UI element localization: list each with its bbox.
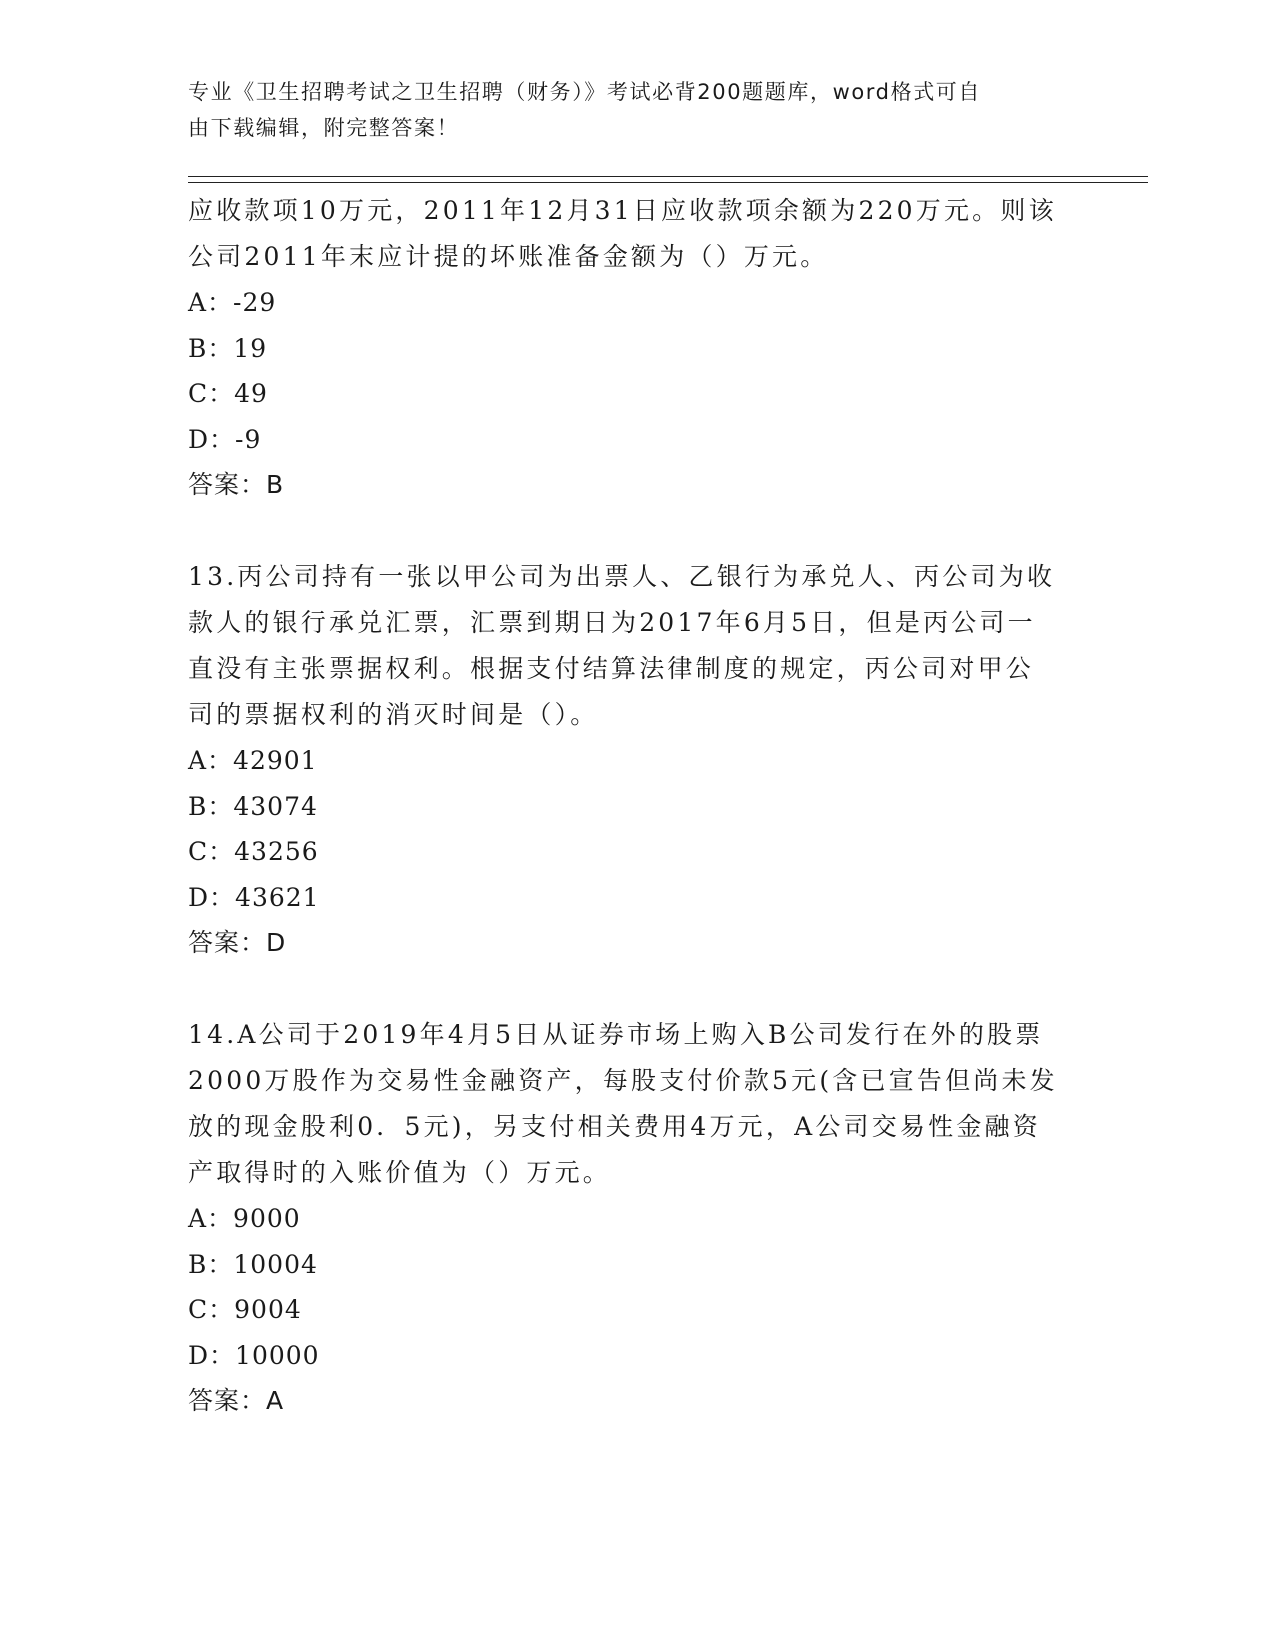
question-text-line: 13.丙公司持有一张以甲公司为出票人、乙银行为承兑人、丙公司为收 xyxy=(188,562,1056,591)
question-text-line: 产取得时的入账价值为（）万元。 xyxy=(188,1158,612,1187)
question-text-line: 公司2011年末应计提的坏账准备金额为（）万元。 xyxy=(188,242,829,271)
option-c: C：9004 xyxy=(188,1295,302,1324)
header-divider-bottom xyxy=(188,182,1148,183)
header-line-1: 专业《卫生招聘考试之卫生招聘（财务）》考试必背200题题库，word格式可自 xyxy=(188,80,981,104)
document-header xyxy=(188,74,1088,146)
question-text-line: 2000万股作为交易性金融资产，每股支付价款5元(含已宣告但尚未发 xyxy=(188,1066,1058,1095)
question-14 xyxy=(188,1012,1088,1424)
question-text-line: 应收款项10万元，2011年12月31日应收款项余额为220万元。则该 xyxy=(188,196,1057,225)
answer-label: 答案：D xyxy=(188,928,287,957)
answer-label: 答案：A xyxy=(188,1386,285,1415)
question-spacer xyxy=(188,508,1088,554)
option-d: D：10000 xyxy=(188,1340,320,1370)
question-text-line: 司的票据权利的消灭时间是（）。 xyxy=(188,700,599,729)
question-12 xyxy=(188,188,1088,508)
question-text-line: 直没有主张票据权利。根据支付结算法律制度的规定，丙公司对甲公 xyxy=(188,654,1035,683)
option-a: A：-29 xyxy=(188,288,277,317)
option-c: C：49 xyxy=(188,379,268,408)
answer-label: 答案：B xyxy=(188,470,285,499)
header-line-2: 由下载编辑，附完整答案！ xyxy=(188,116,460,140)
question-text-line: 14.A公司于2019年4月5日从证券市场上购入B公司发行在外的股票 xyxy=(188,1020,1044,1049)
header-divider-top xyxy=(188,176,1148,177)
option-c: C：43256 xyxy=(188,837,319,866)
option-b: B：19 xyxy=(188,333,268,363)
option-d: D：43621 xyxy=(188,882,320,912)
question-list xyxy=(188,188,1088,1424)
question-text-line: 放的现金股利0．5元)，另支付相关费用4万元，A公司交易性金融资 xyxy=(188,1112,1041,1141)
question-text-line: 款人的银行承兑汇票，汇票到期日为2017年6月5日，但是丙公司一 xyxy=(188,608,1036,637)
option-a: A：9000 xyxy=(188,1204,301,1233)
question-13 xyxy=(188,554,1088,966)
option-a: A：42901 xyxy=(188,746,318,775)
option-d: D：-9 xyxy=(188,424,262,454)
option-b: B：43074 xyxy=(188,791,318,821)
option-b: B：10004 xyxy=(188,1249,318,1279)
question-spacer xyxy=(188,966,1088,1012)
